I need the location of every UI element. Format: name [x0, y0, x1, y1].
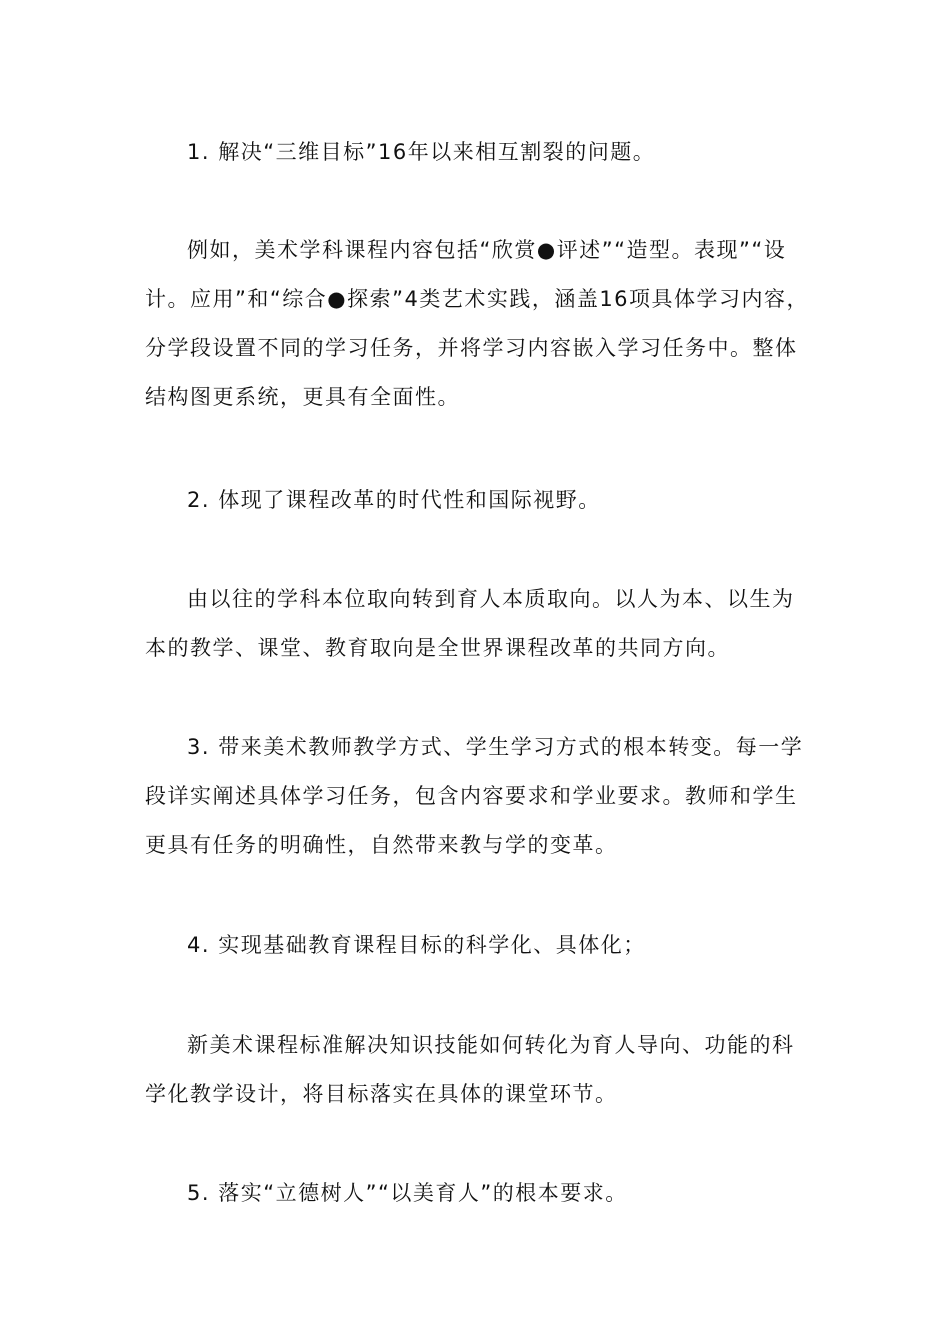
paragraph-heading-3: 3. 带来美术教师教学方式、学生学习方式的根本转变。每一学段详实阐述具体学习任务，包含内容要求和学业要求。教师和学生更具有任务的明确性，自然带来教与学的变革。 — [145, 735, 804, 857]
paragraph-heading-1: 1. 解决“三维目标”16年以来相互割裂的问题。 — [187, 140, 656, 164]
paragraph-body-2: 由以往的学科本位取向转到育人本质取向。以人为本、以生为本的教学、课堂、教育取向是全世界课程改革的共同方向。 — [145, 587, 795, 660]
paragraph-heading-2: 2. 体现了课程改革的时代性和国际视野。 — [187, 488, 601, 512]
paragraph-body-1: 例如，美术学科课程内容包括“欣赏●评述”“造型。表现”“设计。应用”和“综合●探索”4类艺术实践，涵盖16项具体学习内容，分学段设置不同的学习任务，并将学习内容嵌入学习任务中。整体结构图更系统，更具有全面性。 — [145, 238, 810, 409]
paragraph-heading-5: 5. 落实“立德树人”“以美育人”的根本要求。 — [187, 1181, 628, 1205]
paragraph-body-4: 新美术课程标准解决知识技能如何转化为育人导向、功能的科学化教学设计，将目标落实在具体的课堂环节。 — [145, 1033, 795, 1106]
paragraph-heading-4: 4. 实现基础教育课程目标的科学化、具体化； — [187, 933, 646, 957]
